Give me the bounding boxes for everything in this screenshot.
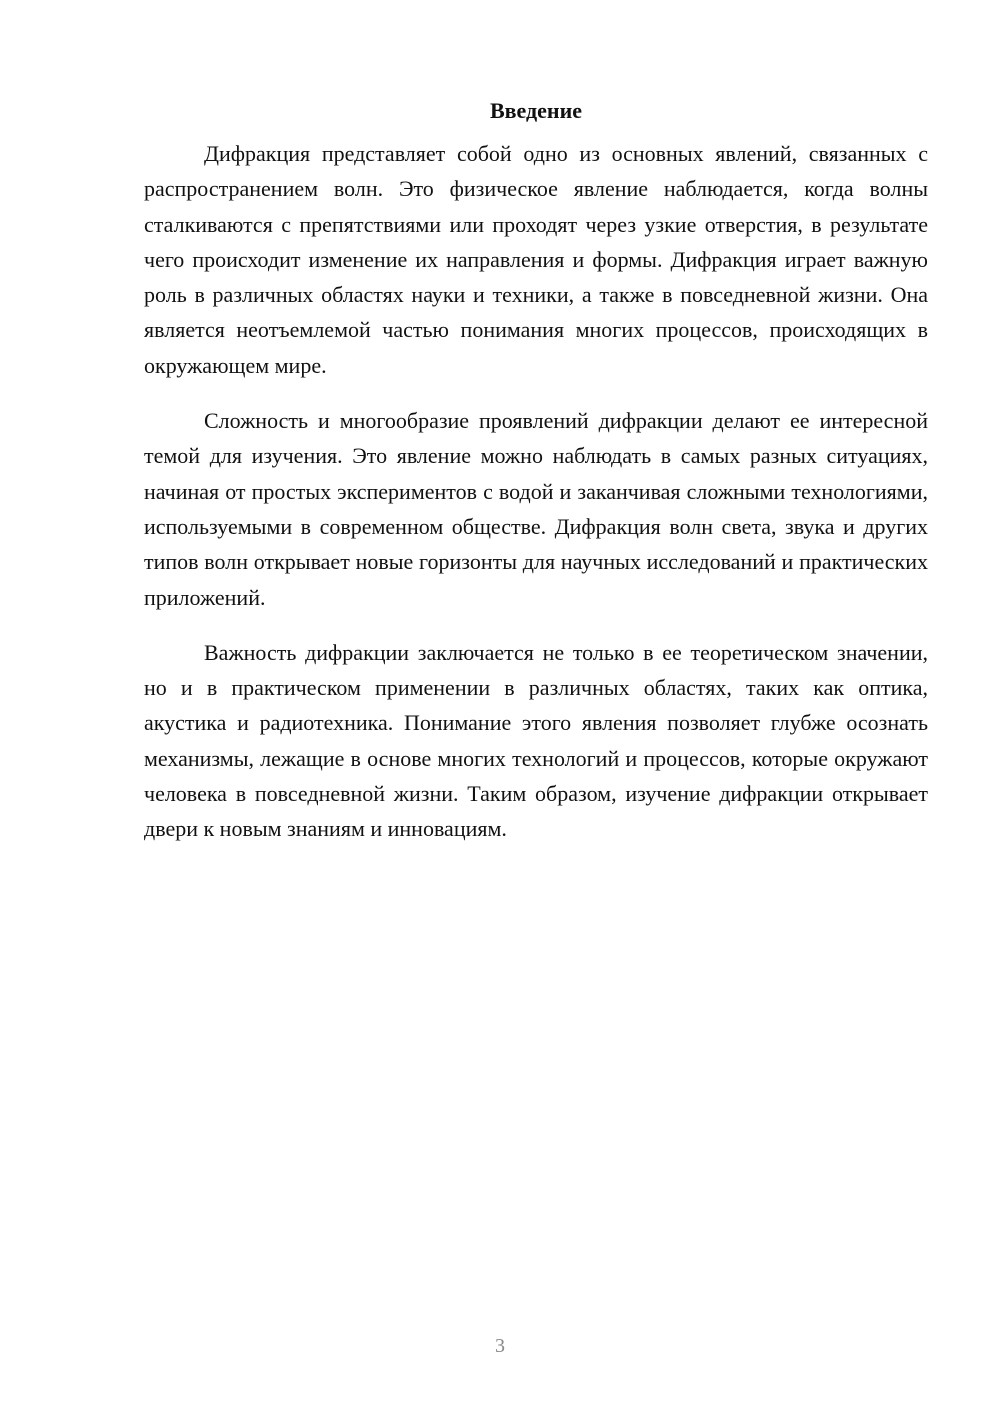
- section-title: Введение: [489, 98, 583, 123]
- paragraph-3: Важность дифракции заключается не только в ее теоретическом значении, но и в практическом применении в различных областях, таких как оптика, акустика и радиотехника. Понимание этого явления позволяет глубже осознать механизмы, лежащие в основе многих технологий и процессов, которые окружают человека в повседневной жизни. Таким образом, изучение дифракции открывает двери к новым знаниям и инновациям.: [144, 639, 928, 842]
- page-number: 3: [495, 1335, 505, 1357]
- paragraph-1: Дифракция представляет собой одно из основных явлений, связанных с распространением волн. Это физическое явление наблюдается, когда волны сталкиваются с препятствиями или проходят через узкие отверстия, в результате чего происходит изменение их направления и формы. Дифракция играет важную роль в различных областях науки и техники, а также в повседневной жизни. Она является неотъемлемой частью понимания многих процессов, происходящих в окружающем мире.: [144, 141, 928, 378]
- paragraph-2: Сложность и многообразие проявлений дифракции делают ее интересной темой для изучения. Это явление можно наблюдать в самых разных ситуациях, начиная от простых экспериментов с водой и заканчивая сложными технологиями, используемыми в современном обществе. Дифракция волн света, звука и других типов волн открывает новые горизонты для научных исследований и практических приложений.: [144, 408, 928, 610]
- page-content: [144, 96, 928, 867]
